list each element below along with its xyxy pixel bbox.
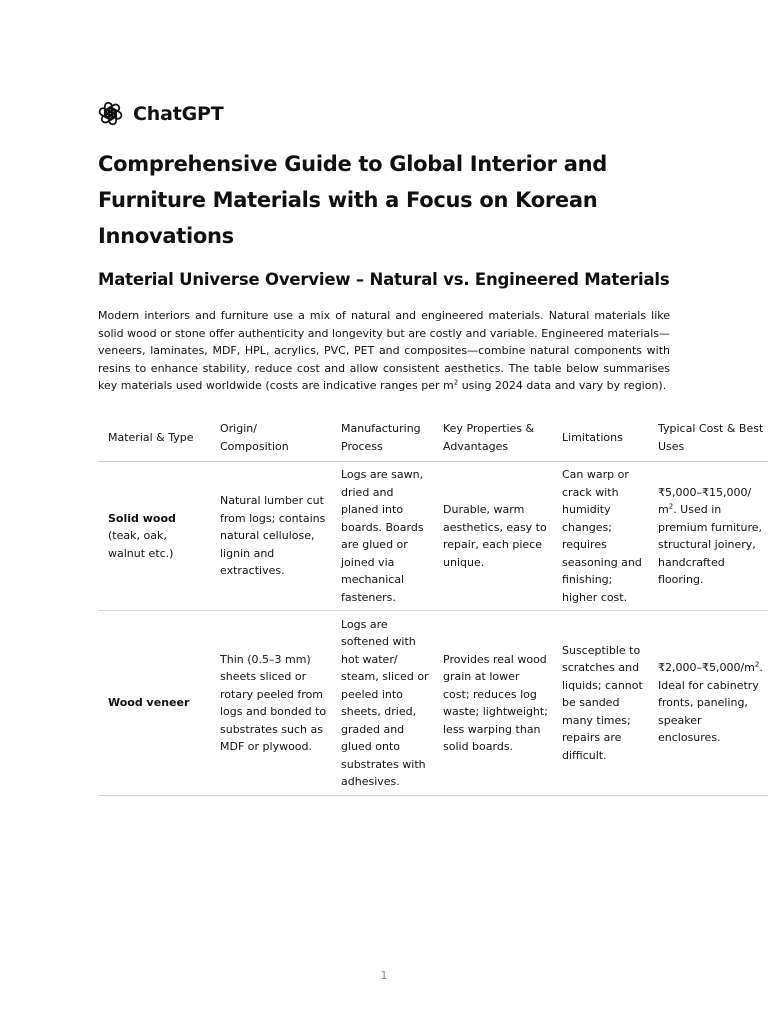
process-cell: Logs are softened with hot water/ steam, sliced or peeled into sheets, dried, graded and glued onto substrates with adhesives. [331, 611, 433, 796]
page-number: 1 [380, 969, 388, 982]
brand-name: ChatGPT [133, 102, 224, 125]
table-header-row [98, 416, 768, 462]
process-cell: Logs are sawn, dried and planed into boards. Boards are glued or joined via mechanical fasteners. [331, 462, 433, 611]
cost-cell [648, 462, 768, 611]
material-name: Wood veneer [108, 696, 190, 710]
openai-knot-icon [97, 100, 124, 127]
brand-header [97, 100, 223, 127]
cost-cell [648, 611, 768, 796]
origin-cell: Thin (0.5–3 mm) sheets sliced or rotary peeled from logs and bonded to substrates such as MDF or plywood. [210, 611, 331, 796]
table-row [98, 611, 768, 796]
column-header-cost-uses: Typical Cost & Best Uses [648, 416, 768, 462]
cost-superscript: 2 [754, 660, 760, 669]
cost-uses-text: . Ideal for cabinetry fronts, paneling, speaker enclosures. [658, 661, 763, 745]
limitations-cell: Susceptible to scratches and liquids; cannot be sanded many times; repairs are difficult. [552, 611, 648, 796]
cost-superscript: 2 [668, 502, 674, 511]
intro-superscript: 2 [453, 378, 459, 387]
cost-text: ₹5,000–₹15,000/ m [658, 485, 752, 516]
material-name: Solid wood [108, 511, 176, 525]
document-title: Comprehensive Guide to Global Interior and Furniture Materials with a Focus on Korean Innovations [98, 152, 608, 248]
materials-table [98, 416, 768, 796]
section-heading: Material Universe Overview – Natural vs. Engineered Materials [98, 270, 670, 289]
origin-cell: Natural lumber cut from logs; contains natural cellulose, lignin and extractives. [210, 462, 331, 611]
limitations-cell: Can warp or crack with humidity changes; requires seasoning and finishing; higher cost. [552, 462, 648, 611]
column-header-limitations: Limitations [552, 416, 648, 462]
column-header-manufacturing: Manufacturing Process [331, 416, 433, 462]
intro-text: Modern interiors and furniture use a mix of natural and engineered materials. Natural materials like solid wood or stone offer authenticity and longevity but are costly and variable. Engineered materials—veneers, laminates, MDF, HPL, acrylics, PVC, PET and composites—combine natural components with resins to enhance stability, reduce cost and allow consistent aesthetics. The table below summarises key materials used worldwide (costs are indicative ranges per m [98, 309, 670, 392]
material-type-cell [98, 462, 210, 611]
column-header-origin: Origin/ Composition [210, 416, 331, 462]
column-header-properties: Key Properties & Advantages [433, 416, 552, 462]
material-type-cell [98, 611, 210, 796]
column-header-material-type: Material & Type [98, 416, 210, 462]
intro-paragraph [98, 307, 670, 395]
material-note: (teak, oak, walnut etc.) [108, 529, 174, 560]
intro-text-end: using 2024 data and vary by region). [458, 379, 667, 392]
cost-uses-text: . Used in premium furniture, structural joinery, handcrafted flooring. [658, 503, 763, 586]
properties-cell: Durable, warm aesthetics, easy to repair, each piece unique. [433, 462, 552, 611]
properties-cell: Provides real wood grain at lower cost; reduces log waste; lightweight; less warping than solid boards. [433, 611, 552, 796]
cost-text: ₹2,000–₹5,000/m [658, 661, 755, 675]
table-row [98, 462, 768, 611]
